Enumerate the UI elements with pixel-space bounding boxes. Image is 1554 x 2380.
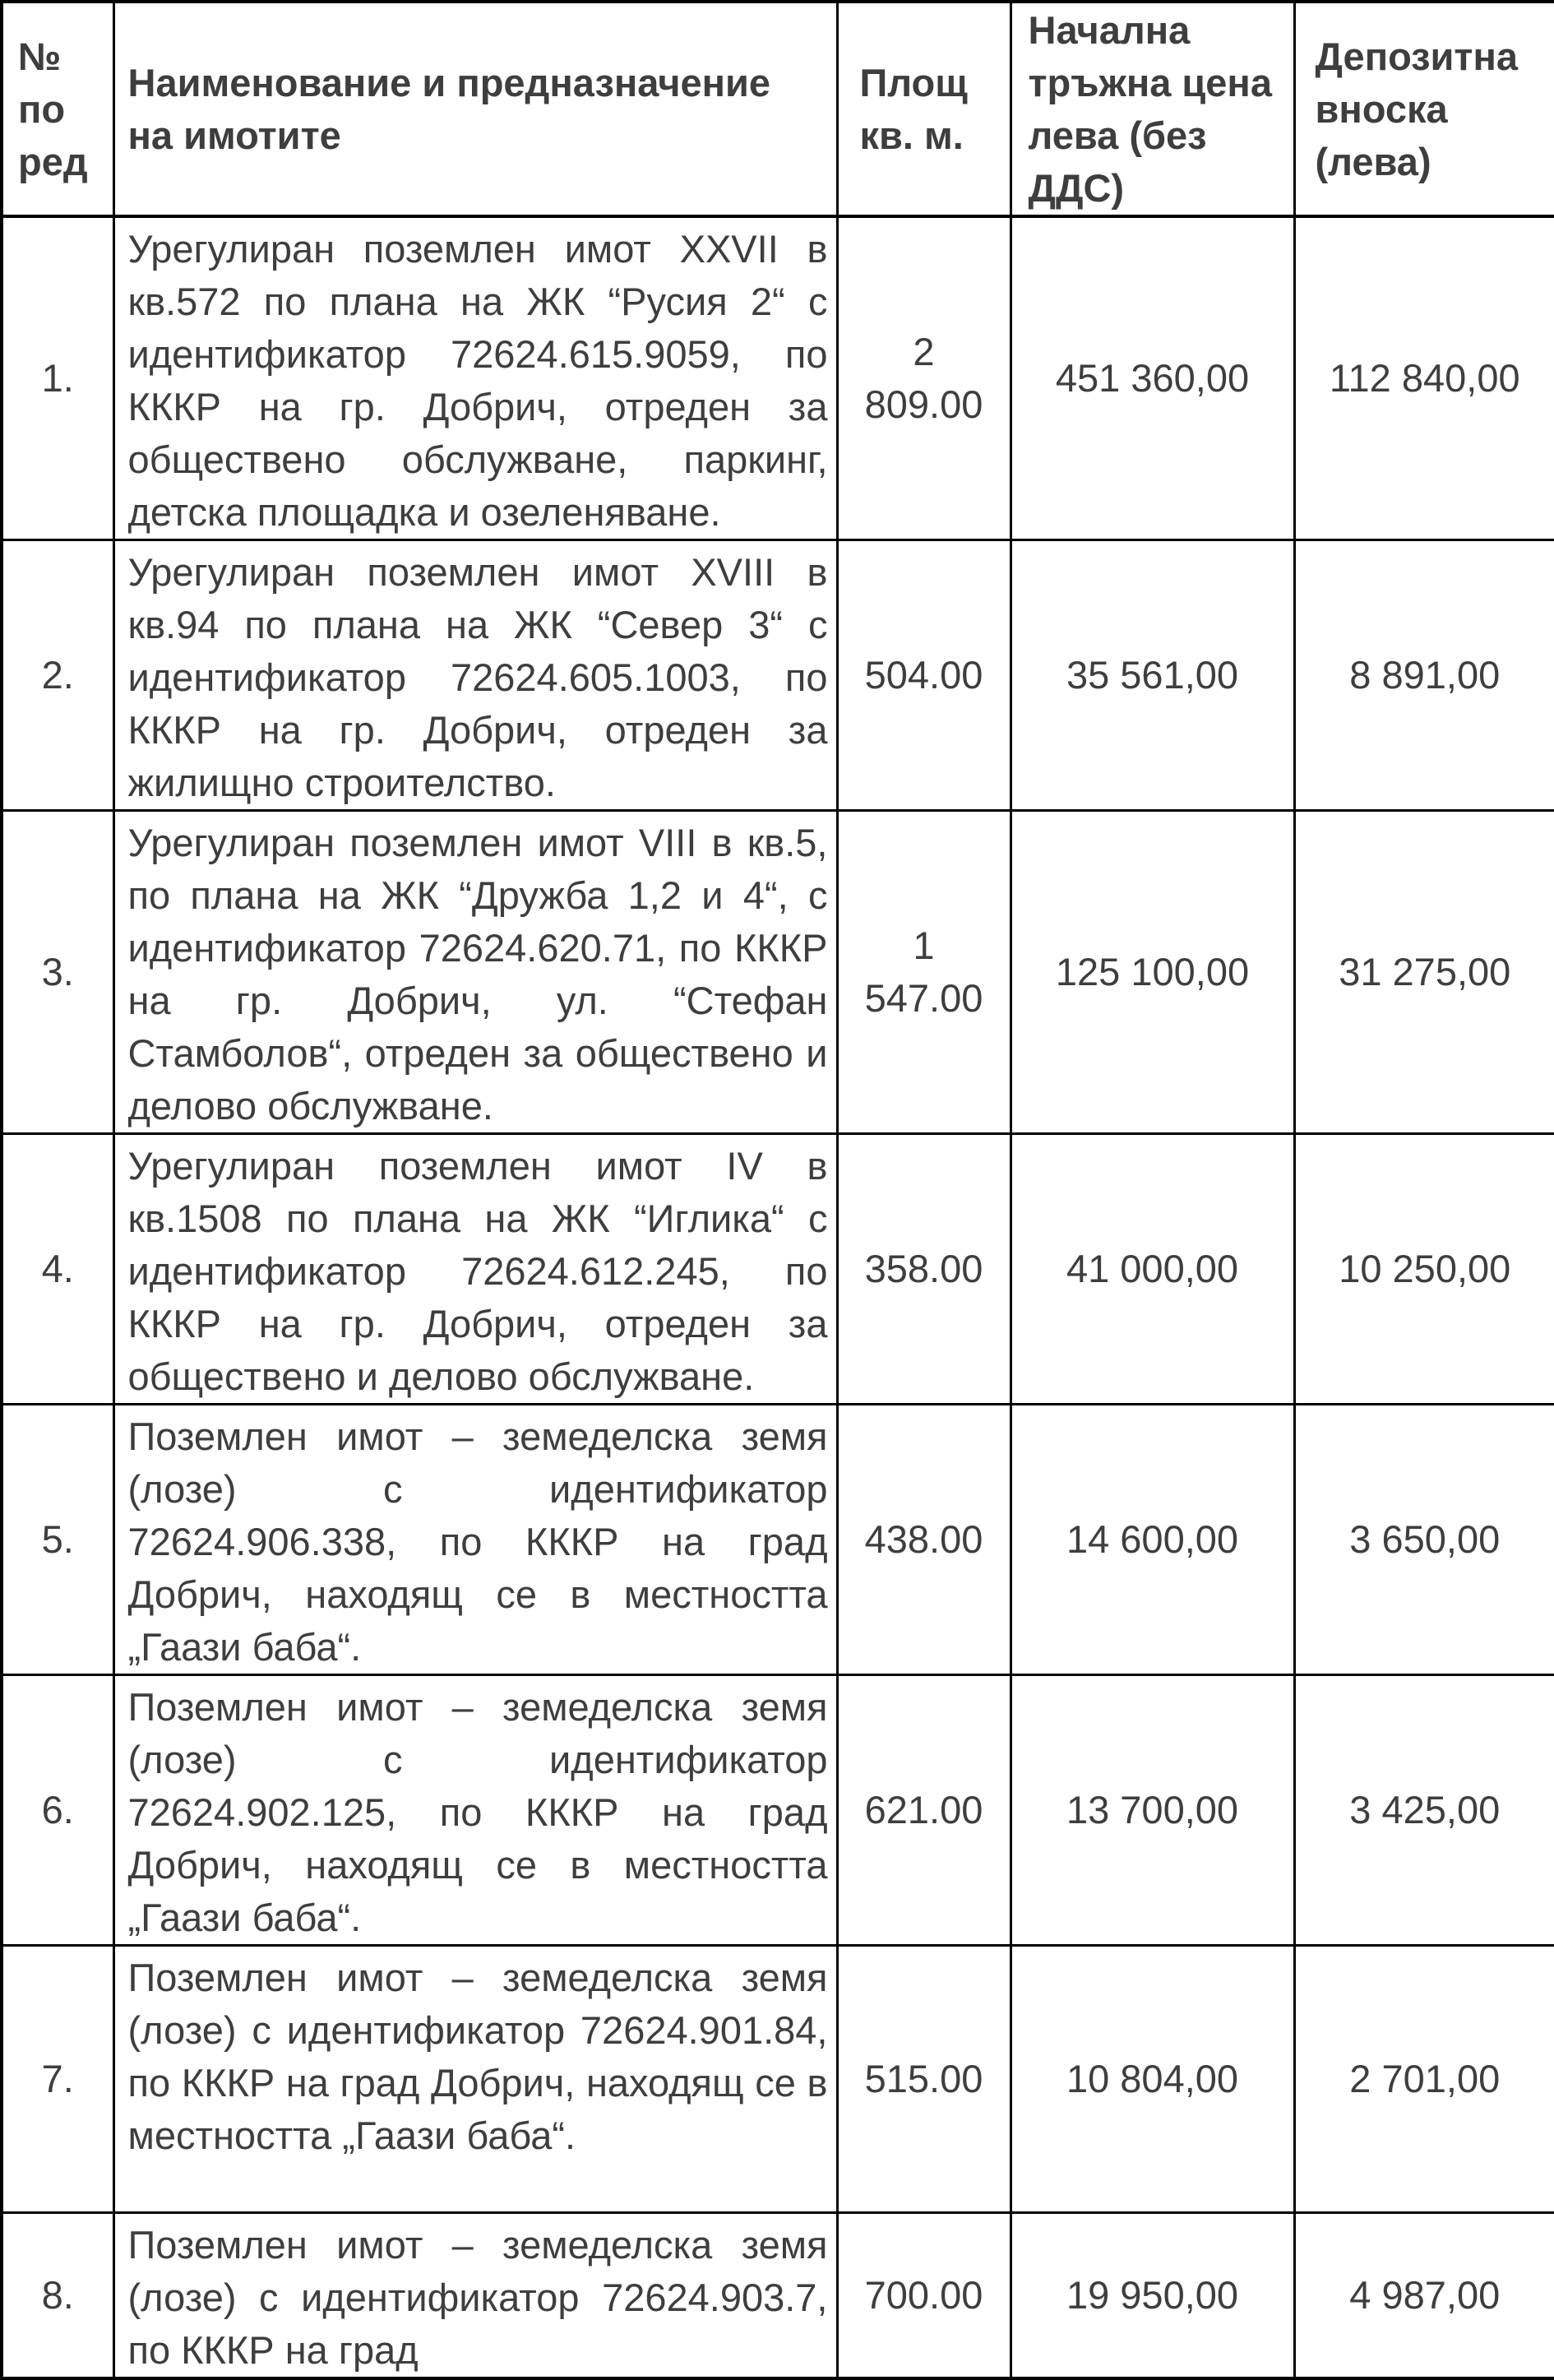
starting-price-cell: 14 600,00 bbox=[1011, 1405, 1294, 1675]
area-cell: 358.00 bbox=[837, 1134, 1011, 1405]
deposit-cell: 31 275,00 bbox=[1294, 811, 1554, 1134]
table-row bbox=[2, 2213, 1554, 2379]
area-cell: 504.00 bbox=[837, 540, 1011, 811]
property-description-cell: Урегулиран поземлен имот VIII в кв.5, по плана на ЖК “Дружба 1,2 и 4“, с идентификатор 72624.620.71, по КККР на гр. Добрич, ул. “Стефан Стамболов“, отреден за обществено и делово обслужване. bbox=[113, 811, 837, 1134]
starting-price-cell: 35 561,00 bbox=[1011, 540, 1294, 811]
deposit-cell: 3 425,00 bbox=[1294, 1675, 1554, 1946]
property-description-cell: Поземлен имот – земеделска земя (лозе) с идентификатор 72624.902.125, по КККР на град Добрич, находящ се в местността „Гаази баба“. bbox=[113, 1675, 837, 1946]
table-row bbox=[2, 540, 1554, 811]
deposit-cell: 2 701,00 bbox=[1294, 1946, 1554, 2213]
col-header-deposit: Депозитна вноска (лева) bbox=[1294, 2, 1554, 216]
starting-price-cell: 41 000,00 bbox=[1011, 1134, 1294, 1405]
deposit-cell: 3 650,00 bbox=[1294, 1405, 1554, 1675]
area-cell: 2 809.00 bbox=[837, 216, 1011, 540]
col-header-starting-price: Начална тръжна цена лева (без ДДС) bbox=[1011, 2, 1294, 216]
deposit-cell: 10 250,00 bbox=[1294, 1134, 1554, 1405]
property-description-cell: Урегулиран поземлен имот XVIII в кв.94 по плана на ЖК “Север 3“ с идентификатор 72624.605.1003, по КККР на гр. Добрич, отреден за жилищно строителство. bbox=[113, 540, 837, 811]
starting-price-cell: 451 360,00 bbox=[1011, 216, 1294, 540]
area-cell: 438.00 bbox=[837, 1405, 1011, 1675]
row-number-cell: 8. bbox=[2, 2213, 113, 2379]
property-description-cell: Поземлен имот – земеделска земя (лозе) с идентификатор 72624.903.7, по КККР на град bbox=[113, 2213, 837, 2379]
area-cell: 621.00 bbox=[837, 1675, 1011, 1946]
table-row bbox=[2, 1405, 1554, 1675]
area-cell: 515.00 bbox=[837, 1946, 1011, 2213]
table-body bbox=[2, 216, 1554, 2378]
property-description-cell: Поземлен имот – земеделска земя (лозе) с идентификатор 72624.906.338, по КККР на град Добрич, находящ се в местността „Гаази баба“. bbox=[113, 1405, 837, 1675]
property-description-cell: Урегулиран поземлен имот IV в кв.1508 по плана на ЖК “Иглика“ с идентификатор 72624.612.245, по КККР на гр. Добрич, отреден за обществено и делово обслужване. bbox=[113, 1134, 837, 1405]
area-cell: 700.00 bbox=[837, 2213, 1011, 2379]
property-description-cell: Поземлен имот – земеделска земя (лозе) с идентификатор 72624.901.84, по КККР на град Добрич, находящ се в местността „Гаази баба“. bbox=[113, 1946, 837, 2213]
deposit-cell: 4 987,00 bbox=[1294, 2213, 1554, 2379]
col-header-property-name: Наименование и предназначение на имотите bbox=[113, 2, 837, 216]
row-number-cell: 4. bbox=[2, 1134, 113, 1405]
starting-price-cell: 125 100,00 bbox=[1011, 811, 1294, 1134]
table-row bbox=[2, 1675, 1554, 1946]
col-header-row-number: № по ред bbox=[2, 2, 113, 216]
header-row bbox=[2, 2, 1554, 216]
row-number-cell: 3. bbox=[2, 811, 113, 1134]
table-header bbox=[2, 2, 1554, 216]
table-row bbox=[2, 811, 1554, 1134]
table-row bbox=[2, 216, 1554, 540]
table-row bbox=[2, 1134, 1554, 1405]
row-number-cell: 2. bbox=[2, 540, 113, 811]
deposit-cell: 112 840,00 bbox=[1294, 216, 1554, 540]
row-number-cell: 1. bbox=[2, 216, 113, 540]
starting-price-cell: 13 700,00 bbox=[1011, 1675, 1294, 1946]
row-number-cell: 5. bbox=[2, 1405, 113, 1675]
row-number-cell: 7. bbox=[2, 1946, 113, 2213]
table-row bbox=[2, 1946, 1554, 2213]
col-header-area: Площ кв. м. bbox=[837, 2, 1011, 216]
property-description-cell: Урегулиран поземлен имот XXVII в кв.572 по плана на ЖК “Русия 2“ с идентификатор 72624.615.9059, по КККР на гр. Добрич, отреден за обществено обслужване, паркинг, детска площадка и озеленяване. bbox=[113, 216, 837, 540]
starting-price-cell: 19 950,00 bbox=[1011, 2213, 1294, 2379]
deposit-cell: 8 891,00 bbox=[1294, 540, 1554, 811]
starting-price-cell: 10 804,00 bbox=[1011, 1946, 1294, 2213]
area-cell: 1 547.00 bbox=[837, 811, 1011, 1134]
row-number-cell: 6. bbox=[2, 1675, 113, 1946]
